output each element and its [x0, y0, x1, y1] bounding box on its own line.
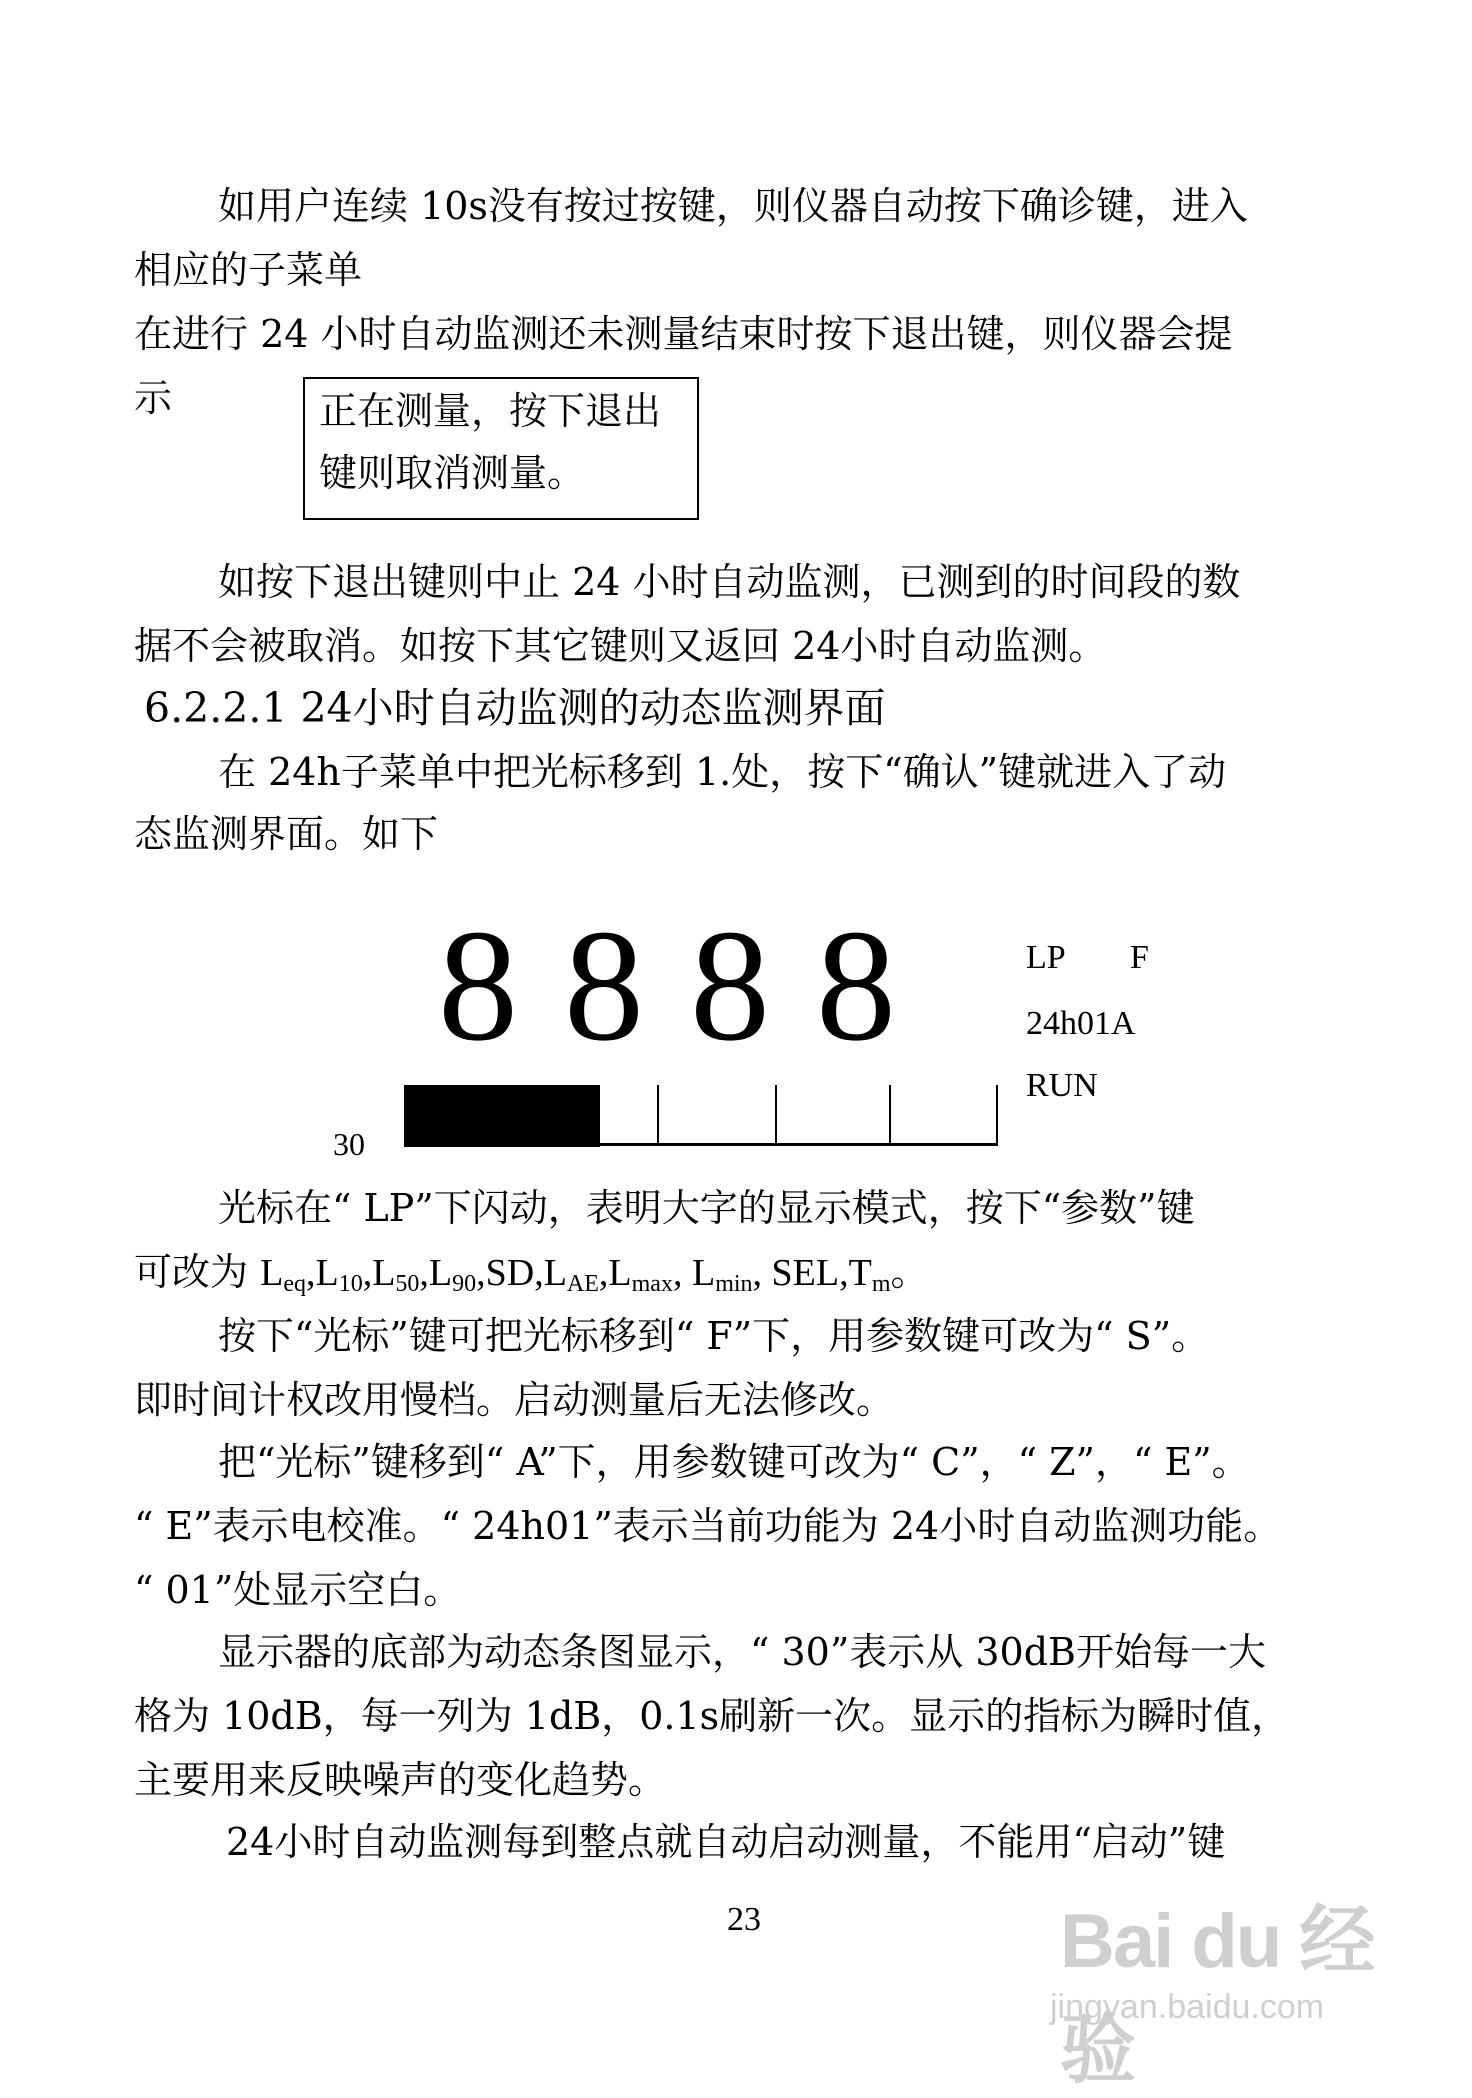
para2-line1: 在进行 24 小时自动监测还未测量结束时按下退出键，则仪器会提 — [134, 312, 1233, 356]
baidu-jingyan-watermark — [1040, 1870, 1440, 2093]
para5-prefix: 可改为 — [134, 1250, 261, 1294]
parameter-item: $L_{AE}$, — [543, 1252, 609, 1297]
para7-line2: “ E”表示电校准。“ 24h01”表示当前功能为 24小时自动监测功能。 — [134, 1504, 1282, 1548]
section-heading: 6.2.2.1 24小时自动监测的动态监测界面 — [144, 684, 886, 732]
parameter-list — [260, 1250, 891, 1297]
para1-line1: 如用户连续 10s没有按过按键，则仪器自动按下确诊键，进入 — [218, 184, 1248, 228]
warning-message-box — [303, 377, 699, 520]
parameter-item: SEL, — [771, 1252, 849, 1294]
display-digit: 8 — [438, 896, 518, 1074]
para7-line3: “ 01”处显示空白。 — [134, 1568, 462, 1612]
para4-line1: 在 24h子菜单中把光标移到 1.处，按下“确认”键就进入了动 — [218, 750, 1227, 794]
bar-tick — [996, 1085, 998, 1145]
para6-line1: 按下“光标”键可把光标移到“ F”下，用参数键可改为“ S”。 — [218, 1314, 1210, 1358]
para2-line2: 示 — [134, 376, 173, 420]
bar-tick — [889, 1085, 891, 1145]
para3-line1: 如按下退出键则中止 24 小时自动监测，已测到的时间段的数 — [218, 560, 1241, 604]
parameter-item: SD, — [485, 1252, 544, 1294]
parameter-item: $L_{50}$, — [372, 1252, 429, 1297]
para8-line3: 主要用来反映噪声的变化趋势。 — [134, 1758, 667, 1802]
level-bar-baseline — [404, 1143, 998, 1146]
display-digit: 8 — [564, 896, 644, 1074]
parameter-item: $L_{min}$, — [691, 1252, 772, 1297]
status-mode: 24h01A — [1026, 1005, 1136, 1042]
para4-line2: 态监测界面。如下 — [134, 812, 439, 856]
watermark-url: jingyan.baidu.com — [1050, 1988, 1325, 2026]
status-run: RUN — [1026, 1067, 1098, 1104]
watermark-logo: Bai du 经验 — [1060, 1899, 1374, 2093]
page-number: 23 — [727, 1901, 761, 1938]
level-bar-fill — [404, 1085, 600, 1147]
parameter-item: $L_{90}$, — [428, 1252, 486, 1297]
parameter-item: $L_{eq}$, — [260, 1252, 316, 1297]
para3-line2: 据不会被取消。如按下其它键则又返回 24小时自动监测。 — [134, 624, 1107, 668]
para9-line1: 24小时自动监测每到整点就自动启动测量，不能用“启动”键 — [226, 1820, 1226, 1864]
parameter-item: $L_{10}$, — [315, 1252, 373, 1297]
bar-tick — [657, 1085, 659, 1145]
para5-line2 — [134, 1250, 929, 1306]
bar-scale-start-label: 30 — [333, 1126, 365, 1162]
display-digit: 8 — [816, 896, 896, 1074]
status-lp: LP — [1026, 939, 1066, 976]
para8-line2: 格为 10dB，每一列为 1dB，0.1s刷新一次。显示的指标为瞬时值， — [134, 1694, 1290, 1738]
para7-line1: 把“光标”键移到“ A”下，用参数键可改为“ C”，“ Z”，“ E”。 — [218, 1440, 1250, 1484]
para5-line1: 光标在“ LP”下闪动，表明大字的显示模式，按下“参数”键 — [218, 1186, 1195, 1230]
para6-line2: 即时间计权改用慢档。启动测量后无法修改。 — [134, 1378, 895, 1422]
para8-line1: 显示器的底部为动态条图显示，“ 30”表示从 30dB开始每一大 — [218, 1630, 1266, 1674]
parameter-item: $T_m$ — [848, 1252, 891, 1297]
status-f: F — [1130, 939, 1149, 976]
parameter-item: $L_{max}$, — [608, 1252, 692, 1297]
para1-line2: 相应的子菜单 — [134, 248, 363, 292]
para5-suffix: 。 — [890, 1250, 929, 1294]
display-digit: 8 — [690, 896, 770, 1074]
bar-tick — [775, 1085, 777, 1145]
message-line-1: 正在测量，按下退出 — [319, 389, 662, 433]
message-line-2: 键则取消测量。 — [319, 451, 586, 495]
